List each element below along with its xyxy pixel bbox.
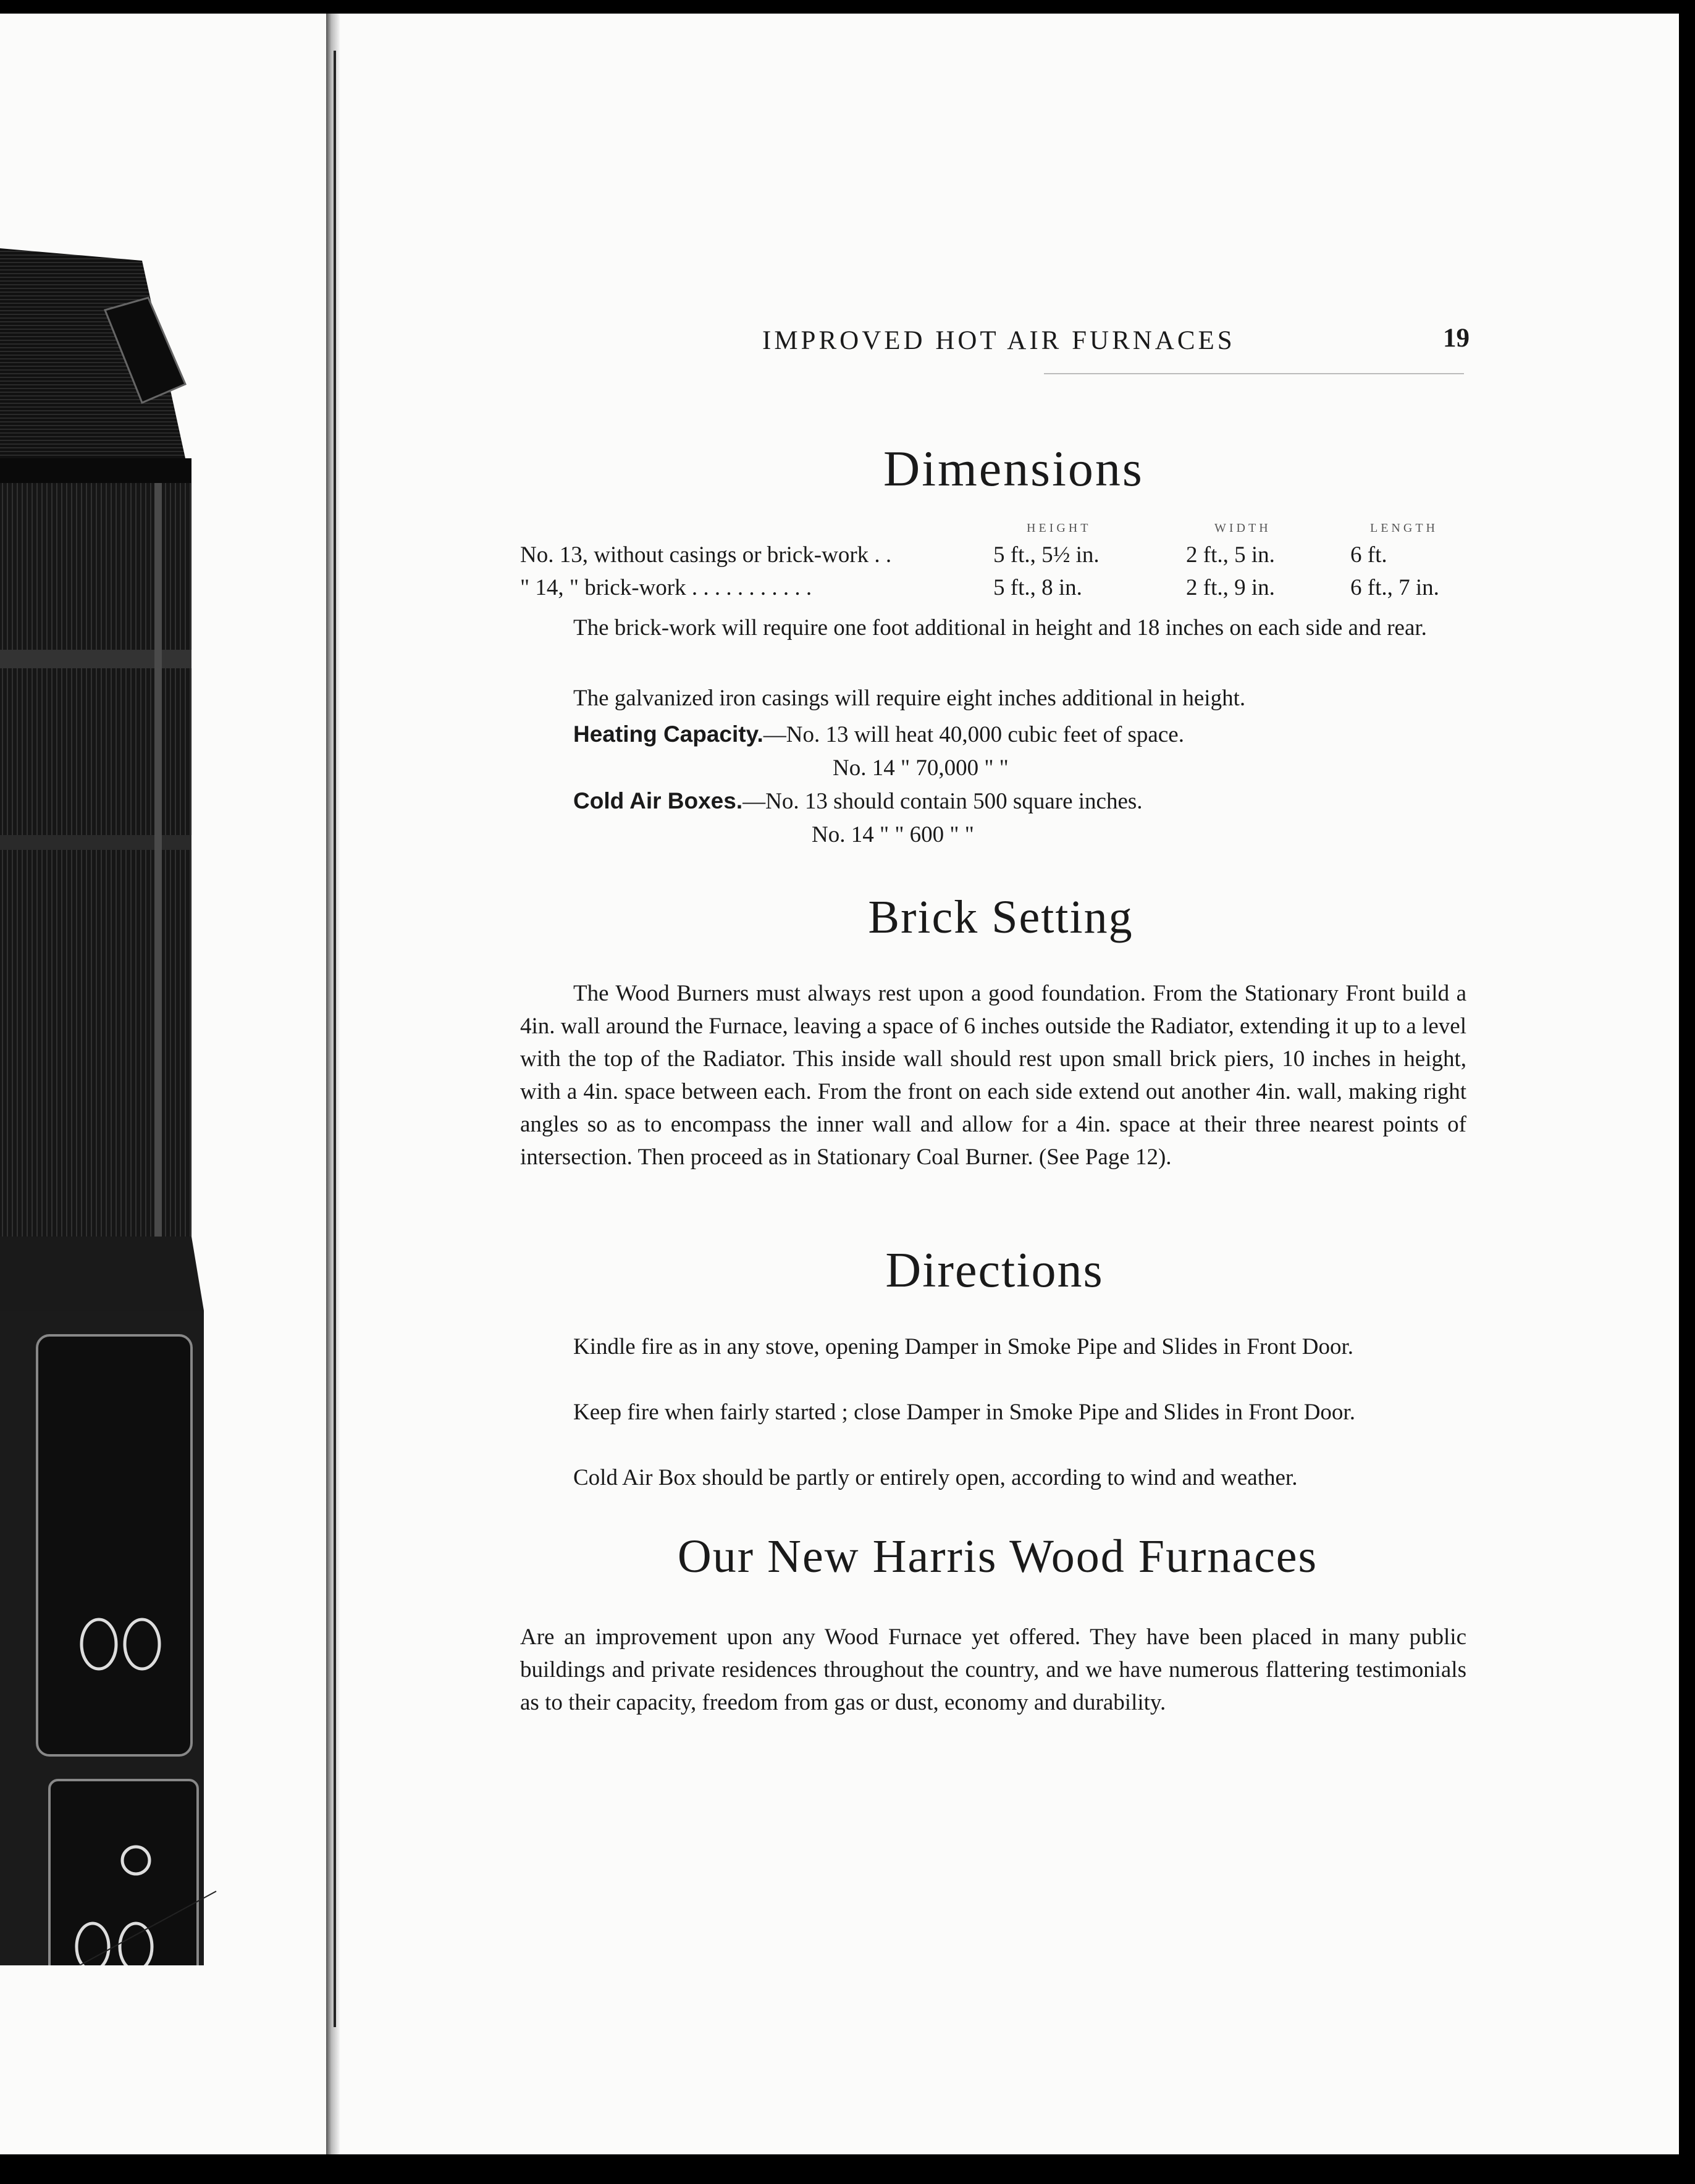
row-label: No. 13, without casings or brick-work . . xyxy=(520,542,892,568)
page-number: 19 xyxy=(1443,324,1470,353)
row-width: 2 ft., 9 in. xyxy=(1186,575,1275,600)
row-label: " 14, " brick-work . . . . . . . . . . . xyxy=(520,575,812,600)
dimensions-heading: Dimensions xyxy=(883,440,1144,497)
harris-heading: Our New Harris Wood Furnaces xyxy=(677,1531,1318,1582)
brick-setting-heading: Brick Setting xyxy=(868,891,1134,943)
dimensions-note-brickwork: The brick-work will require one foot additional in height and 18 inches on each side and rear. xyxy=(573,615,1427,640)
furnace-illustration xyxy=(0,224,309,1965)
column-height: HEIGHT xyxy=(1027,521,1091,535)
cold-air-boxes-label: Cold Air Boxes. xyxy=(573,788,743,813)
row-width: 2 ft., 5 in. xyxy=(1186,542,1275,568)
heating-capacity-line xyxy=(573,721,1184,748)
running-title: IMPROVED HOT AIR FURNACES xyxy=(762,326,1235,355)
row-length: 6 ft., 7 in. xyxy=(1350,575,1439,600)
directions-cold-air: Cold Air Box should be partly or entirely open, according to wind and weather. xyxy=(573,1465,1298,1490)
cold-air-boxes-no14: No. 14 " " 600 " " xyxy=(812,822,974,847)
column-width: WIDTH xyxy=(1214,521,1271,535)
directions-kindle: Kindle fire as in any stove, opening Damper in Smoke Pipe and Slides in Front Door. xyxy=(573,1334,1353,1359)
document-page xyxy=(0,14,1679,2154)
dimensions-note-casings: The galvanized iron casings will require eight inches additional in height. xyxy=(573,686,1246,711)
heating-capacity-label: Heating Capacity. xyxy=(573,721,763,747)
harris-body: Are an improvement upon any Wood Furnace yet offered. They have been placed in many public buildings and private residences throughout the country, and we have numerous flattering testimonials as to their capacity, freedom from gas or dust, economy and durability. xyxy=(520,1624,1466,1715)
heating-capacity-no14: No. 14 " 70,000 " " xyxy=(833,755,1009,781)
column-length: LENGTH xyxy=(1370,521,1438,535)
cold-air-boxes-line xyxy=(573,788,1143,815)
row-length: 6 ft. xyxy=(1350,542,1387,568)
directions-keep-fire: Keep fire when fairly started ; close Damper in Smoke Pipe and Slides in Front Door. xyxy=(573,1400,1355,1425)
heating-capacity-no13: —No. 13 will heat 40,000 cubic feet of space. xyxy=(763,722,1184,747)
row-height: 5 ft., 5½ in. xyxy=(993,542,1100,568)
brick-setting-body: The Wood Burners must always rest upon a good foundation. From the Stationary Front build a 4in. wall around the Furnace, leaving a space of 6 inches outside the Radiator, extending it up to a level with the top of the Radiator. This inside wall should rest upon small brick piers, 10 inches in height, with a 4in. space between each. From the front on each side extend out another 4in. wall, making right angles so as to encompass the inner wall and allow for a 4in. space at their three nearest points of intersection. Then proceed as in Stationary Coal Burner. (See Page 12). xyxy=(520,981,1466,1170)
cold-air-boxes-no13: —No. 13 should contain 500 square inches. xyxy=(742,789,1143,814)
page-header xyxy=(0,326,1679,363)
directions-heading: Directions xyxy=(885,1243,1104,1298)
header-rule xyxy=(1044,373,1464,374)
row-height: 5 ft., 8 in. xyxy=(993,575,1082,600)
